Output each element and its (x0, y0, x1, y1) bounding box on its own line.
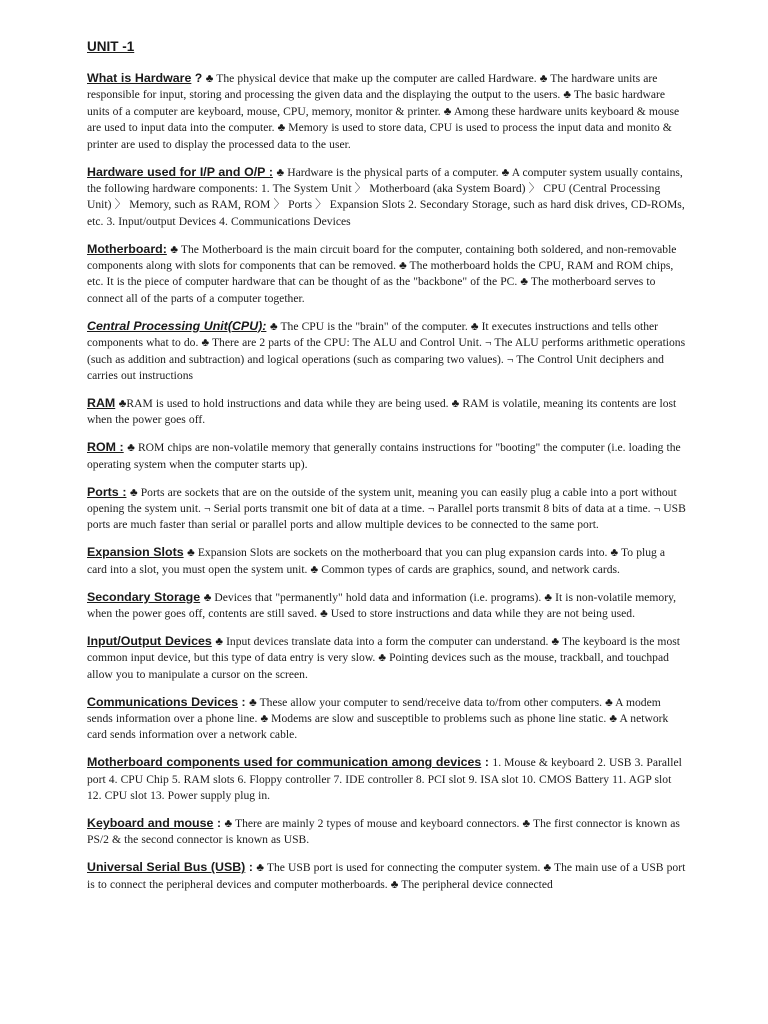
section-expansion-slots (87, 544, 687, 578)
section-motherboard-components (87, 754, 687, 804)
section-heading: Hardware used for I/P and O/P : (87, 164, 273, 179)
section-heading: Input/Output Devices (87, 633, 212, 648)
section-heading: RAM (87, 395, 116, 410)
section-rom (87, 439, 687, 473)
section-heading: Ports : (87, 484, 127, 499)
section-body: ♣ The Motherboard is the main circuit board for the computer, containing both soldered, and non-removable components along with slots for components that can be removed. ♣ The motherboard holds the CPU, RAM and ROM chips, etc. It is the piece of computer hardware that can be thought of as the "backbone" of the PC. ♣ The motherboard serves to connect all of the parts of a computer together. (87, 242, 677, 305)
section-body: 1. Mouse & keyboard 2. USB 3. Parallel port 4. CPU Chip 5. RAM slots 6. Floppy controller 7. IDE controller 8. PCI slot 9. ISA slot 10. CMOS Battery 11. AGP slot 12. CPU slot 13. Power supply plug in. (87, 756, 682, 803)
section-body: ♣RAM is used to hold instructions and data while they are being used. ♣ RAM is volatile, meaning its contents are lost when the power goes off. (87, 396, 677, 427)
section-motherboard (87, 241, 687, 308)
section-heading: Universal Serial Bus (USB) (87, 860, 246, 875)
section-heading: Secondary Storage (87, 589, 201, 604)
section-body: ♣ The physical device that make up the computer are called Hardware. ♣ The hardware units are responsible for input, storing and processing the given data and the displaying the output to the users. ♣ The basic hardware units of a computer are keyboard, mouse, CPU, memory, monitor & printer. ♣ Among these hardware units keyboard & mouse are used to input data into the computer. ♣ Memory is used to store data, CPU is used to process the input data and monito & printer are used to display the processed data to the user. (87, 72, 680, 151)
section-body: ♣ Hardware is the physical parts of a computer. ♣ A computer system usually contains, the following hardware components: 1. The System Unit 〉 Motherboard (aka System Board) 〉 CPU (Central Processing Unit) 〉 Memory, such as RAM, ROM 〉 Ports 〉 Expansion Slots 2. Secondary Storage, such as hard disk drives, CD-ROMs, etc. 3. Input/output Devices 4. Communications Devices (87, 165, 685, 228)
section-separator: : (245, 860, 257, 875)
section-ram (87, 395, 687, 429)
section-body: ♣ The USB port is used for connecting the computer system. ♣ The main use of a USB port is to connect the peripheral devices and computer motherboards. ♣ The peripheral device connected (87, 861, 686, 891)
section-heading: Central Processing Unit(CPU): (87, 318, 267, 333)
section-heading: ROM : (87, 440, 124, 455)
section-heading: Expansion Slots (87, 545, 184, 560)
section-body: ♣ Ports are sockets that are on the outside of the system unit, meaning you can easily plug a cable into a port without opening the system unit. ¬ Serial ports transmit one bit of data at a time. ¬ Parallel ports transmit 8 bits of data at a time. ¬ USB ports are much faster than serial or parallel ports and allow multiple devices to be connected to the same port. (87, 485, 686, 532)
section-separator: : (238, 694, 250, 709)
section-body: ♣ These allow your computer to send/receive data to/from other computers. ♣ A modem sends information over a phone line. ♣ Modems are slow and susceptible to problems such as phone line static. ♣ A network card sends information over a network cable. (87, 695, 669, 742)
section-heading: Motherboard components used for communication among devices (87, 755, 482, 770)
section-body: ♣ There are mainly 2 types of mouse and keyboard connectors. ♣ The first connector is known as PS/2 & the second connector is known as USB. (87, 817, 680, 847)
section-hardware-io (87, 164, 687, 231)
section-secondary-storage (87, 589, 687, 623)
section-usb (87, 859, 687, 893)
document-page (87, 38, 687, 904)
section-heading: Motherboard: (87, 241, 167, 256)
unit-title: UNIT -1 (87, 39, 135, 54)
section-body: ♣ Expansion Slots are sockets on the motherboard that you can plug expansion cards into. ♣ To plug a card into a slot, you must open the system unit. ♣ Common types of cards are graphics, sound, and network cards. (87, 546, 666, 576)
section-what-is-hardware (87, 70, 687, 153)
section-communications-devices (87, 694, 687, 744)
section-io-devices (87, 633, 687, 683)
section-body: ♣ ROM chips are non-volatile memory that generally contains instructions for "booting" the computer (i.e. loading the operating system when the computer starts up). (87, 441, 681, 471)
section-heading: Communications Devices (87, 694, 238, 709)
section-separator: : (481, 755, 493, 770)
section-body: ♣ The CPU is the "brain" of the computer. ♣ It executes instructions and tells other components what to do. ♣ There are 2 parts of the CPU: The ALU and Control Unit. ¬ The ALU performs arithmetic operations (such as addition and subtraction) and logical operations (such as comparing two values). ¬ The Control Unit deciphers and carries out instructions (87, 319, 686, 382)
section-cpu (87, 318, 687, 385)
section-ports (87, 484, 687, 534)
section-separator: : (213, 816, 225, 831)
section-heading: Keyboard and mouse (87, 816, 214, 831)
section-heading: What is Hardware (87, 71, 192, 85)
section-separator: ? (191, 71, 206, 85)
section-body: ♣ Input devices translate data into a form the computer can understand. ♣ The keyboard is the most common input device, but this type of data entry is very slow. ♣ Pointing devices such as the mouse, trackball, and touchpad allow you to manipulate a cursor on the screen. (87, 634, 680, 681)
section-body: ♣ Devices that "permanently" hold data and information (i.e. programs). ♣ It is non-volatile memory, when the power goes off, contents are still saved. ♣ Used to store instructions and data while they are not being used. (87, 590, 677, 620)
section-keyboard-mouse (87, 815, 687, 849)
